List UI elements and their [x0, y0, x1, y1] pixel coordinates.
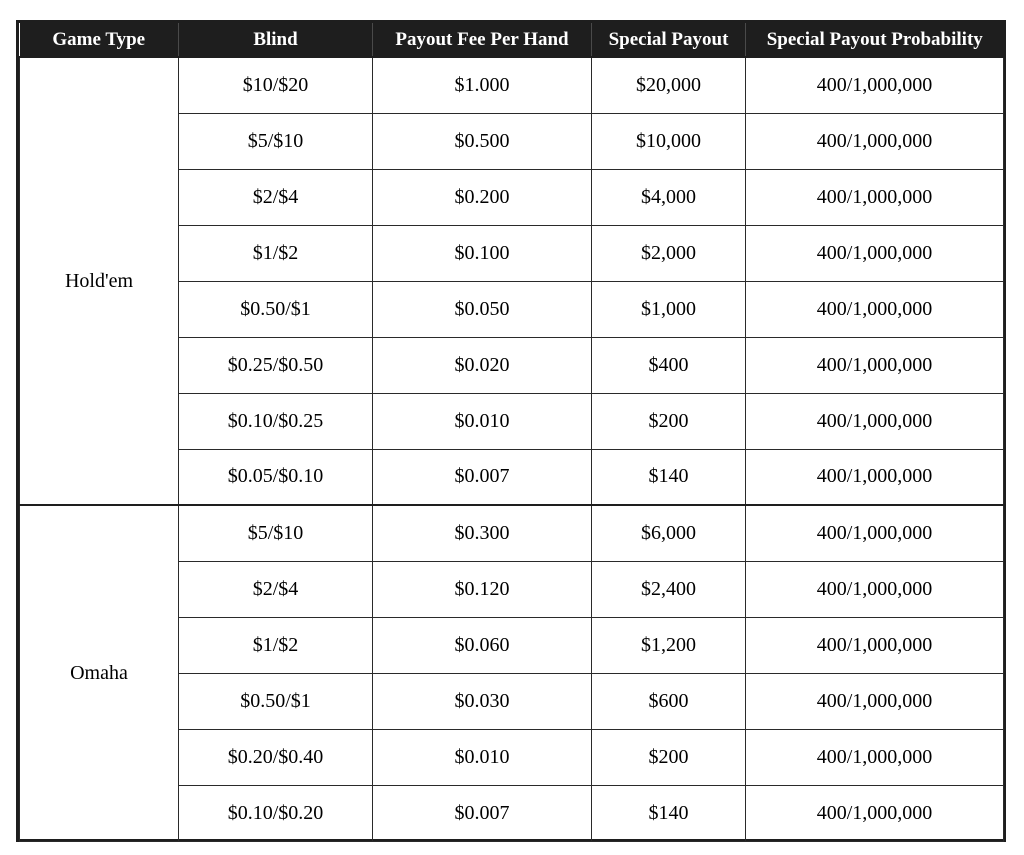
special-payout-cell: $4,000 — [592, 169, 746, 225]
special-payout-cell: $1,200 — [592, 617, 746, 673]
table-row — [20, 505, 1004, 561]
probability-cell: 400/1,000,000 — [746, 617, 1004, 673]
table-row — [20, 57, 1004, 113]
blind-cell: $10/$20 — [179, 57, 373, 113]
payout-fee-cell: $0.100 — [373, 225, 592, 281]
probability-cell: 400/1,000,000 — [746, 673, 1004, 729]
payout-fee-cell: $0.007 — [373, 449, 592, 505]
payout-fee-cell: $0.010 — [373, 729, 592, 785]
blind-cell: $0.10/$0.25 — [179, 393, 373, 449]
blind-cell: $2/$4 — [179, 169, 373, 225]
blind-cell: $0.25/$0.50 — [179, 337, 373, 393]
special-payout-cell: $6,000 — [592, 505, 746, 561]
probability-cell: 400/1,000,000 — [746, 113, 1004, 169]
blind-cell: $5/$10 — [179, 505, 373, 561]
probability-cell: 400/1,000,000 — [746, 281, 1004, 337]
special-payout-cell: $140 — [592, 449, 746, 505]
payout-fee-cell: $0.020 — [373, 337, 592, 393]
probability-cell: 400/1,000,000 — [746, 729, 1004, 785]
game-type-cell: Hold'em — [20, 57, 179, 505]
probability-cell: 400/1,000,000 — [746, 449, 1004, 505]
header-payout-fee: Payout Fee Per Hand — [373, 23, 592, 57]
payout-table-frame — [16, 20, 1006, 842]
special-payout-cell: $200 — [592, 729, 746, 785]
payout-fee-cell: $0.500 — [373, 113, 592, 169]
payout-table — [19, 23, 1004, 842]
payout-fee-cell: $0.060 — [373, 617, 592, 673]
probability-cell: 400/1,000,000 — [746, 169, 1004, 225]
header-game-type: Game Type — [20, 23, 179, 57]
payout-fee-cell: $0.120 — [373, 561, 592, 617]
payout-fee-cell: $0.010 — [373, 393, 592, 449]
probability-cell: 400/1,000,000 — [746, 785, 1004, 841]
header-special-payout-probability: Special Payout Probability — [746, 23, 1004, 57]
blind-cell: $2/$4 — [179, 561, 373, 617]
header-row — [20, 23, 1004, 57]
special-payout-cell: $20,000 — [592, 57, 746, 113]
special-payout-cell: $10,000 — [592, 113, 746, 169]
payout-fee-cell: $1.000 — [373, 57, 592, 113]
probability-cell: 400/1,000,000 — [746, 337, 1004, 393]
probability-cell: 400/1,000,000 — [746, 393, 1004, 449]
special-payout-cell: $140 — [592, 785, 746, 841]
payout-fee-cell: $0.030 — [373, 673, 592, 729]
special-payout-cell: $2,000 — [592, 225, 746, 281]
blind-cell: $0.05/$0.10 — [179, 449, 373, 505]
probability-cell: 400/1,000,000 — [746, 505, 1004, 561]
payout-fee-cell: $0.200 — [373, 169, 592, 225]
special-payout-cell: $2,400 — [592, 561, 746, 617]
blind-cell: $0.50/$1 — [179, 281, 373, 337]
special-payout-cell: $600 — [592, 673, 746, 729]
special-payout-cell: $200 — [592, 393, 746, 449]
payout-fee-cell: $0.050 — [373, 281, 592, 337]
probability-cell: 400/1,000,000 — [746, 225, 1004, 281]
table-body — [20, 57, 1004, 841]
header-special-payout: Special Payout — [592, 23, 746, 57]
blind-cell: $0.50/$1 — [179, 673, 373, 729]
payout-fee-cell: $0.300 — [373, 505, 592, 561]
special-payout-cell: $1,000 — [592, 281, 746, 337]
header-blind: Blind — [179, 23, 373, 57]
probability-cell: 400/1,000,000 — [746, 561, 1004, 617]
payout-fee-cell: $0.007 — [373, 785, 592, 841]
game-type-cell: Omaha — [20, 505, 179, 841]
special-payout-cell: $400 — [592, 337, 746, 393]
blind-cell: $0.10/$0.20 — [179, 785, 373, 841]
blind-cell: $1/$2 — [179, 225, 373, 281]
blind-cell: $5/$10 — [179, 113, 373, 169]
probability-cell: 400/1,000,000 — [746, 57, 1004, 113]
blind-cell: $0.20/$0.40 — [179, 729, 373, 785]
blind-cell: $1/$2 — [179, 617, 373, 673]
